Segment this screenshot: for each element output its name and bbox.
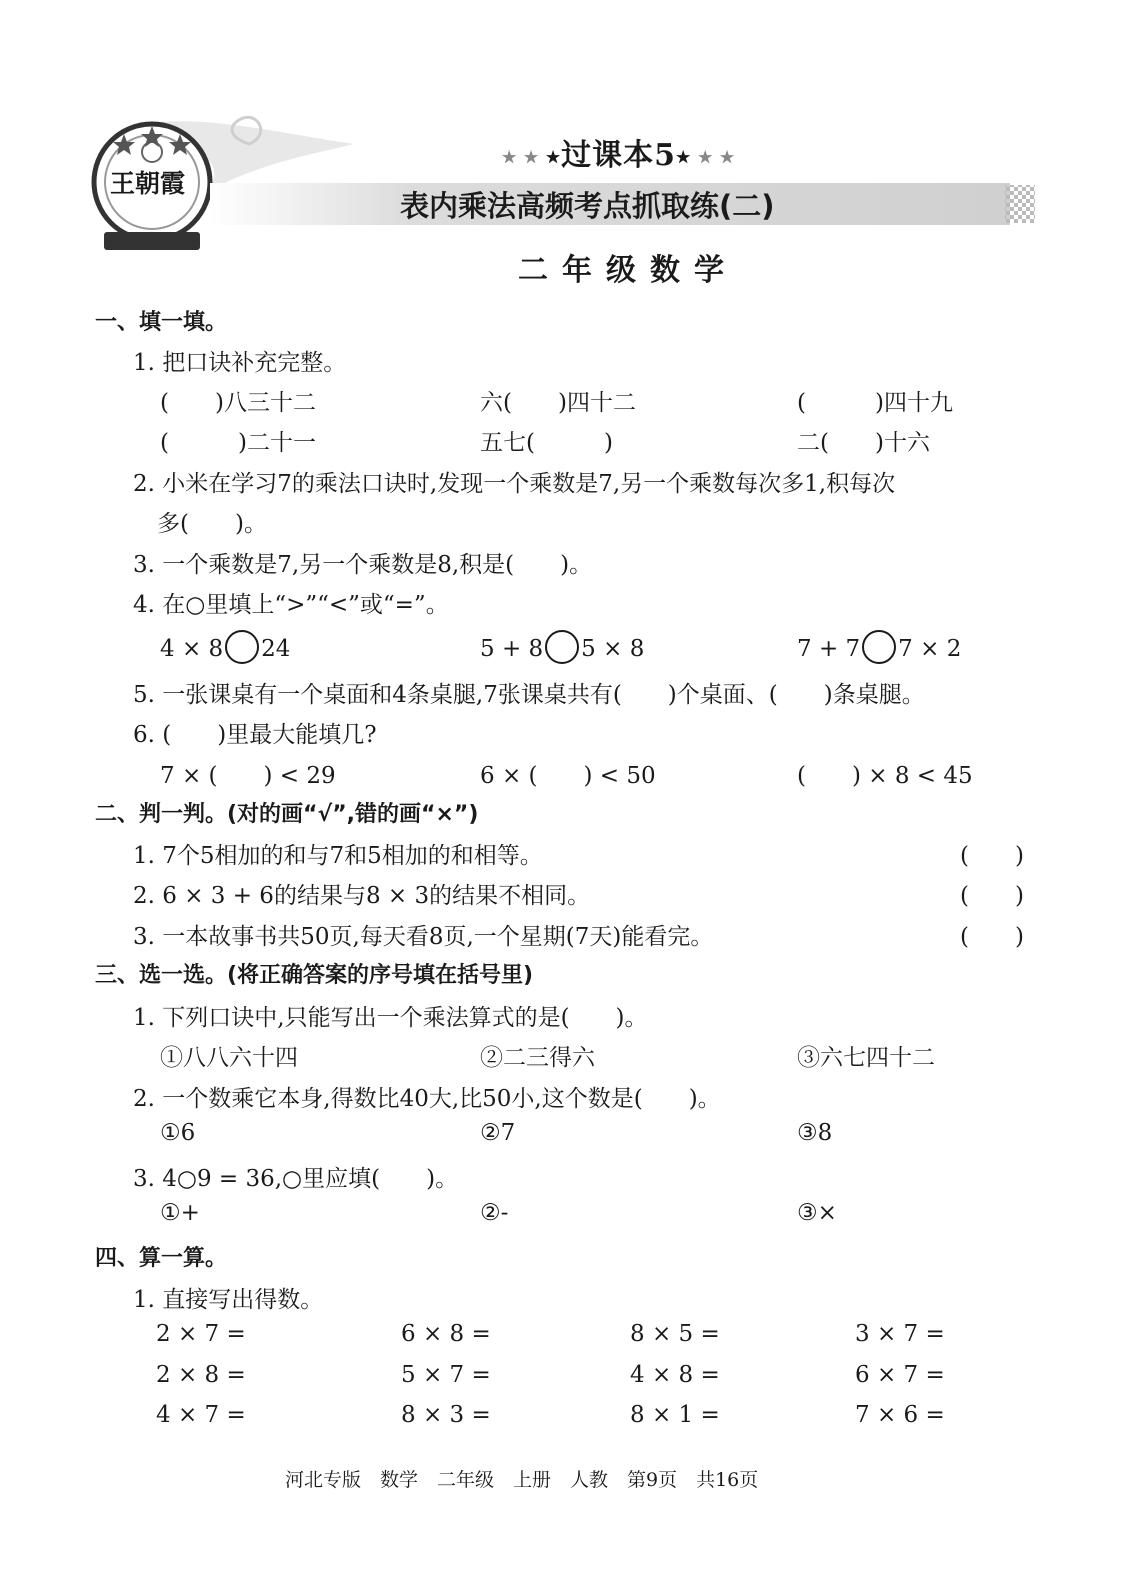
section-heading-4: 四、算一算。: [95, 1246, 228, 1271]
star-icon: ★: [676, 147, 692, 167]
section-heading-1: 一、填一填。: [95, 310, 228, 335]
mnemonic-blank: 二( )十六: [797, 430, 930, 456]
question-1-4: 4. 在○里填上“>”“<”或“=”。: [133, 592, 449, 618]
calc-item: 6 × 7 =: [855, 1362, 945, 1388]
choice-question: 1. 下列口诀中,只能写出一个乘法算式的是( )。: [133, 1005, 648, 1031]
calc-item: 7 × 6 =: [855, 1402, 945, 1428]
star-icon: ★: [545, 147, 562, 167]
choice-option: ③×: [797, 1200, 837, 1226]
mnemonic-blank: ( )四十九: [797, 390, 953, 416]
judge-item: 3. 一本故事书共50页,每天看8页,一个星期(7天)能看完。: [133, 924, 714, 950]
compare-item: 5 + 8 5 × 8: [480, 633, 644, 667]
mnemonic-blank: ( )八三十二: [160, 390, 316, 416]
question-1-2: 2. 小米在学习7的乘法口诀时,发现一个乘数是7,另一个乘数每次多1,积每次: [133, 471, 896, 497]
calc-item: 6 × 8 =: [401, 1321, 491, 1347]
choice-option: ③8: [797, 1120, 833, 1146]
calc-item: 2 × 8 =: [156, 1362, 246, 1388]
judge-item: 2. 6 × 3 + 6的结果与8 × 3的结果不相同。: [133, 883, 591, 909]
calc-item: 4 × 7 =: [156, 1402, 246, 1428]
circle-blank[interactable]: [545, 630, 579, 664]
choice-question: 3. 4○9 = 36,○里应填( )。: [133, 1166, 459, 1192]
mnemonic-blank: 五七( ): [480, 430, 613, 456]
section-heading-2: 二、判一判。(对的画“√”,错的画“×”): [95, 802, 479, 827]
choice-option: ②二三得六: [480, 1045, 595, 1071]
question-1-2-cont: 多( )。: [157, 511, 267, 537]
section-heading-3: 三、选一选。(将正确答案的序号填在括号里): [95, 963, 534, 988]
calc-item: 8 × 1 =: [630, 1402, 720, 1428]
page-footer: 河北专版 数学 二年级 上册 人教 第9页 共16页: [285, 1469, 759, 1491]
circle-blank[interactable]: [225, 630, 259, 664]
judge-item: 1. 7个5相加的和与7和5相加的和相等。: [133, 843, 543, 869]
inequality-item: ( ) × 8 < 45: [797, 763, 973, 789]
star-icon: ★ ★: [502, 147, 546, 167]
logo-text: 王朝霞: [110, 169, 186, 198]
question-1-1: 1. 把口诀补充完整。: [133, 350, 347, 376]
calc-instruction: 1. 直接写出得数。: [133, 1287, 324, 1313]
mnemonic-blank: 六( )四十二: [480, 390, 636, 416]
answer-bracket[interactable]: ( ): [960, 883, 1024, 909]
calc-item: 8 × 3 =: [401, 1402, 491, 1428]
question-1-3: 3. 一个乘数是7,另一个乘数是8,积是( )。: [133, 552, 593, 578]
choice-question: 2. 一个数乘它本身,得数比40大,比50小,这个数是( )。: [133, 1086, 721, 1112]
mnemonic-blank: ( )二十一: [160, 430, 316, 456]
choice-option: ①+: [160, 1200, 200, 1226]
star-icon: ★ ★: [691, 147, 736, 167]
page-subtitle: 二年级数学: [518, 253, 738, 288]
compare-item: 4 × 8 24: [160, 633, 290, 667]
choice-option: ①6: [160, 1120, 196, 1146]
calc-item: 8 × 5 =: [630, 1321, 720, 1347]
page-title: 表内乘法高频考点抓取练(二): [400, 189, 775, 223]
compare-item: 7 + 7 7 × 2: [797, 633, 961, 667]
answer-bracket[interactable]: ( ): [960, 924, 1024, 950]
answer-bracket[interactable]: ( ): [960, 843, 1024, 869]
inequality-item: 6 × ( ) < 50: [480, 763, 656, 789]
calc-item: 4 × 8 =: [630, 1362, 720, 1388]
choice-option: ③六七四十二: [797, 1045, 935, 1071]
choice-option: ②-: [480, 1200, 509, 1226]
calc-item: 5 × 7 =: [401, 1362, 491, 1388]
calc-item: 3 × 7 =: [855, 1321, 945, 1347]
choice-option: ②7: [480, 1120, 516, 1146]
calc-item: 2 × 7 =: [156, 1321, 246, 1347]
circle-blank[interactable]: [862, 630, 896, 664]
question-1-5: 5. 一张课桌有一个桌面和4条桌腿,7张课桌共有( )个桌面、( )条桌腿。: [133, 682, 925, 708]
choice-option: ①八八六十四: [160, 1045, 298, 1071]
question-1-6: 6. ( )里最大能填几?: [133, 722, 377, 748]
badge-title: ★ ★ ★过课本5★ ★ ★: [502, 138, 736, 173]
inequality-item: 7 × ( ) < 29: [160, 763, 336, 789]
